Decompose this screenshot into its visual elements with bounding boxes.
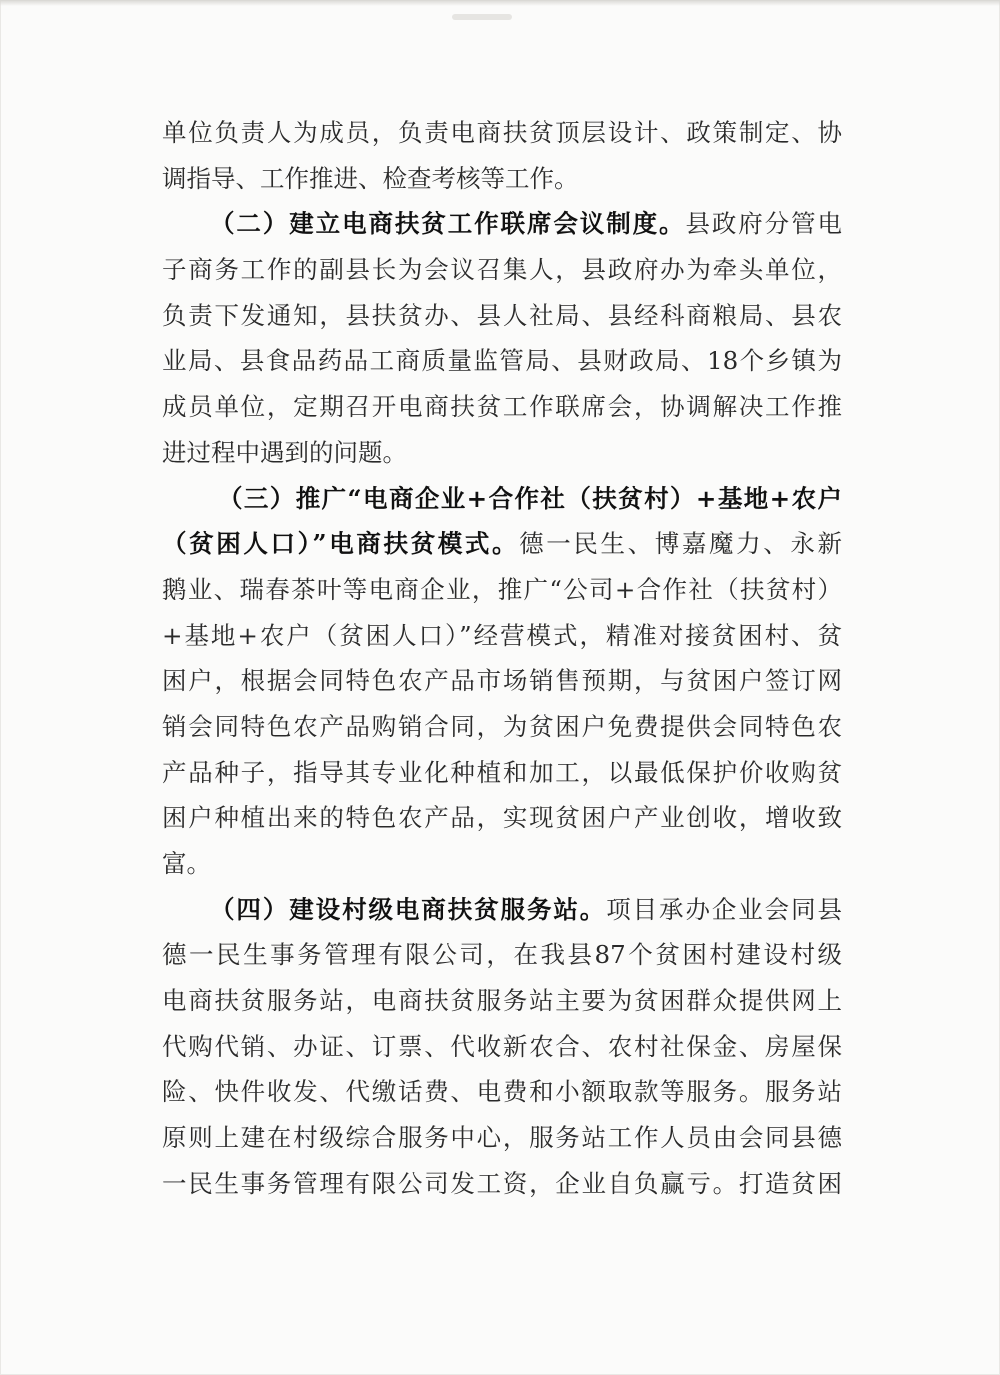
text-line: 原则上建在村级综合服务中心，服务站工作人员由会同县德 [162, 1123, 842, 1153]
section-heading: （三）推广“电商企业+合作社（扶贫村）+基地+农户 [218, 483, 842, 513]
text-line: 电商扶贫服务站，电商扶贫服务站主要为贫困群众提供网上 [162, 986, 842, 1016]
text-line: 销会同特色农产品购销合同，为贫困户免费提供会同特色农 [162, 711, 842, 741]
section-heading: （贫困人口）”电商扶贫模式。 [162, 529, 520, 559]
text-line: 代购代销、办证、订票、代收新农合、农村社保金、房屋保 [162, 1031, 842, 1061]
section-heading-line: （贫困人口）”电商扶贫模式。德一民生、博嘉魔力、永新 [162, 529, 842, 559]
text-line: 业局、县食品药品工商质量监管局、县财政局、18个乡镇为 [162, 346, 842, 376]
text-line: 德一民生事务管理有限公司，在我县87个贫困村建设村级 [162, 940, 842, 970]
section-heading: （四）建设村级电商扶贫服务站。 [210, 894, 607, 924]
text-line: 调指导、工作推进、检查考核等工作。 [162, 163, 579, 193]
text-line: 单位负责人为成员，负责电商扶贫顶层设计、政策制定、协 [162, 118, 842, 147]
body-text [162, 110, 842, 1207]
section-heading-line [162, 476, 842, 522]
text-line: 子商务工作的副县长为会议召集人，县政府办为牵头单位， [162, 255, 842, 285]
section-heading: （二）建立电商扶贫工作联席会议制度。 [210, 209, 686, 239]
text-line: 困户种植出来的特色农产品，实现贫困户产业创收，增收致 [162, 803, 842, 833]
text-line: 产品种子，指导其专业化种植和加工，以最低保护价收购贫 [162, 757, 842, 787]
scan-edge [0, 0, 1000, 6]
text-line: 负责下发通知，县扶贫办、县人社局、县经科商粮局、县农 [162, 300, 842, 330]
text-line: 进过程中遇到的问题。 [162, 437, 407, 467]
text-line: 成员单位，定期召开电商扶贫工作联席会，协调解决工作推 [162, 392, 842, 422]
section-heading-line: （二）建立电商扶贫工作联席会议制度。县政府分管电 [210, 209, 842, 239]
text-line: 富。 [162, 849, 211, 878]
text-line: +基地+农户（贫困人口）”经营模式，精准对接贫困村、贫 [162, 620, 842, 650]
section-heading-line: （四）建设村级电商扶贫服务站。项目承办企业会同县 [210, 894, 842, 924]
text-line: 一民生事务管理有限公司发工资，企业自负赢亏。打造贫困 [162, 1168, 842, 1198]
scan-mark [452, 14, 512, 20]
text-line: 困户，根据会同特色农产品市场销售预期，与贫困户签订网 [162, 666, 842, 696]
text-line: 险、快件收发、代缴话费、电费和小额取款等服务。服务站 [162, 1077, 842, 1107]
text-line: 鹅业、瑞春茶叶等电商企业，推广“公司+合作社（扶贫村） [162, 574, 842, 604]
